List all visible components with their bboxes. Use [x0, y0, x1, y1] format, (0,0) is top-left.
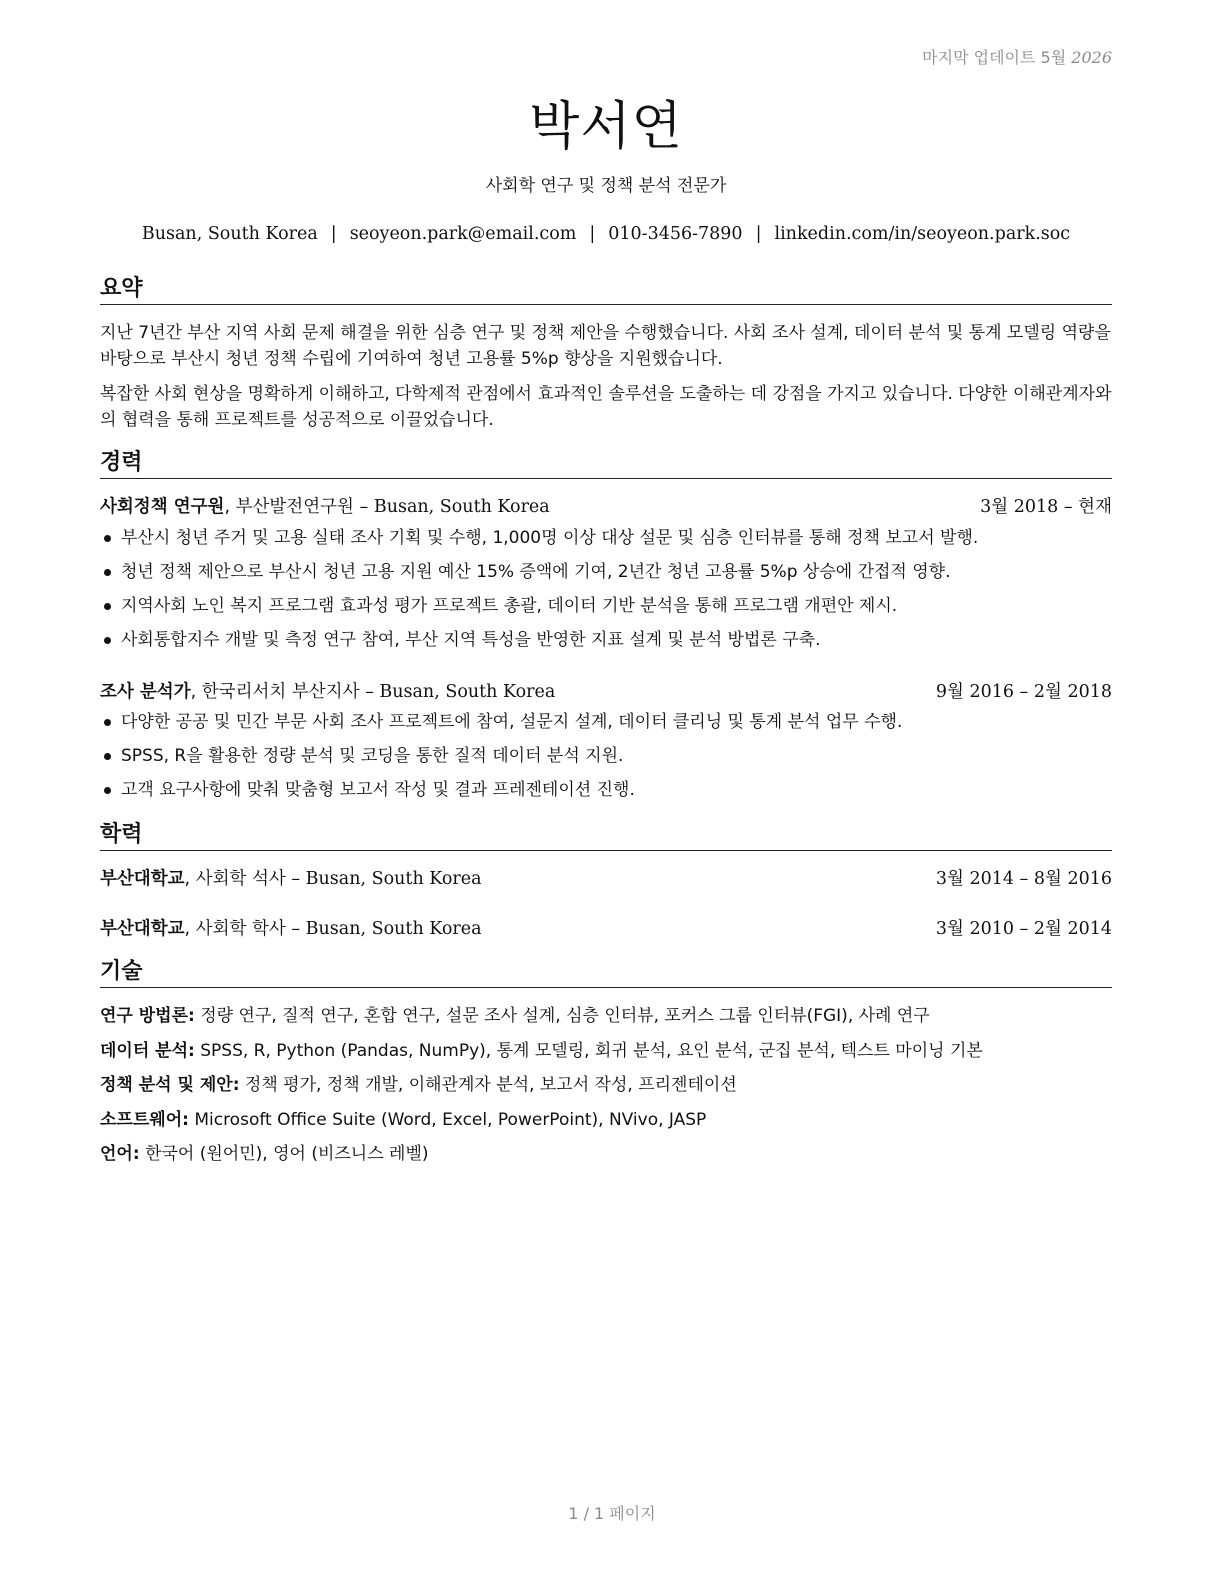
resume-page — [100, 0, 1112, 1584]
list-item: 사회통합지수 개발 및 측정 연구 참여, 부산 지역 특성을 반영한 지표 설계 및 분석 방법론 구축. — [100, 627, 1112, 661]
summary-paragraph: 지난 7년간 부산 지역 사회 문제 해결을 위한 심층 연구 및 정책 제안을 수행했습니다. 사회 조사 설계, 데이터 분석 및 통계 모델링 역량을 바탕으로 부산시 청년 정책 수립에 기여하여 청년 고용률 5%p 향상을 지원했습니다. — [100, 323, 1111, 369]
section-title-experience: 경력 — [100, 450, 1112, 479]
last-updated-label: 마지막 업데이트 — [922, 48, 1036, 67]
education-date: 3월 2014 – 8월 2016 — [935, 869, 1112, 889]
last-updated — [922, 45, 1112, 68]
list-item: 지역사회 노인 복지 프로그램 효과성 평가 프로젝트 총괄, 데이터 기반 분석을 통해 프로그램 개편안 제시. — [100, 593, 1112, 627]
list-item: 청년 정책 제안으로 부산시 청년 고용 지원 예산 15% 증액에 기여, 2년간 청년 고용률 5%p 상승에 간접적 영향. — [100, 559, 1112, 593]
section-title-education: 학력 — [100, 822, 1112, 851]
job-date: 9월 2016 – 2월 2018 — [935, 682, 1112, 702]
skill-row — [100, 1141, 1112, 1167]
job-bullets — [100, 709, 1112, 811]
skill-row — [100, 1107, 1112, 1133]
skill-label: 언어: — [100, 1144, 140, 1164]
skill-row — [100, 1038, 1112, 1064]
contact-line — [100, 224, 1112, 244]
education-location: Busan, South Korea — [305, 919, 482, 939]
education-degree: 사회학 석사 — [195, 869, 286, 889]
job-bullets — [100, 525, 1112, 661]
skill-label: 정책 분석 및 제안: — [100, 1075, 240, 1095]
list-item: 다양한 공공 및 민간 부문 사회 조사 프로젝트에 참여, 설문지 설계, 데이터 클리닝 및 통계 분석 업무 수행. — [100, 709, 1112, 743]
skill-value: 정량 연구, 질적 연구, 혼합 연구, 설문 조사 설계, 심층 인터뷰, 포커스 그룹 인터뷰(FGI), 사례 연구 — [200, 1006, 930, 1026]
skill-label: 소프트웨어: — [100, 1110, 189, 1130]
skill-value: Microsoft Office Suite (Word, Excel, PowerPoint), NVivo, JASP — [194, 1110, 707, 1130]
job-date: 3월 2018 – 현재 — [980, 497, 1112, 517]
contact-location: Busan, South Korea — [141, 224, 318, 244]
skill-value: 한국어 (원어민), 영어 (비즈니스 레벨) — [145, 1144, 429, 1164]
person-name: 박서연 — [529, 97, 683, 157]
job-header: 사회정책 연구원, 부산발전연구원 – Busan, South Korea 3월 2018 – 현재 — [100, 494, 1112, 520]
education-school: 부산대학교 — [100, 919, 185, 939]
contact-linkedin[interactable]: linkedin.com/in/seoyeon.park.soc — [774, 224, 1071, 244]
section-title-summary: 요약 — [100, 276, 1112, 305]
list-item: 고객 요구사항에 맞춰 맞춤형 보고서 작성 및 결과 프레젠테이션 진행. — [100, 777, 1112, 811]
last-updated-year: 2026 — [1071, 48, 1112, 67]
skill-value: 정책 평가, 정책 개발, 이해관계자 분석, 보고서 작성, 프리젠테이션 — [244, 1075, 737, 1095]
list-item: SPSS, R을 활용한 정량 분석 및 코딩을 통한 질적 데이터 분석 지원. — [100, 743, 1112, 777]
contact-separator: | — [755, 224, 762, 244]
job-role: 조사 분석가 — [100, 682, 191, 702]
education-degree: 사회학 학사 — [195, 919, 286, 939]
job-header: 조사 분석가, 한국리서치 부산지사 – Busan, South Korea 9월 2016 – 2월 2018 — [100, 679, 1112, 705]
education-location: Busan, South Korea — [305, 869, 482, 889]
summary-paragraph: 복잡한 사회 현상을 명확하게 이해하고, 다학제적 관점에서 효과적인 솔루션을 도출하는 데 강점을 가지고 있습니다. 다양한 이해관계자와의 협력을 통해 프로젝트를 성공적으로 이끌었습니다. — [100, 384, 1112, 430]
contact-phone[interactable]: 010-3456-7890 — [608, 224, 743, 244]
section-title-skills: 기술 — [100, 959, 1112, 988]
education-date: 3월 2010 – 2월 2014 — [935, 919, 1112, 939]
skill-label: 데이터 분석: — [100, 1041, 195, 1061]
page-number: 1 / 1 페이지 — [568, 1504, 656, 1523]
job-role: 사회정책 연구원 — [100, 497, 225, 517]
education-item: 부산대학교, 사회학 석사 – Busan, South Korea 3월 2014 – 8월 2016 — [100, 866, 1112, 892]
skill-row — [100, 1072, 1112, 1098]
job-location: Busan, South Korea — [373, 497, 550, 517]
education-school: 부산대학교 — [100, 869, 185, 889]
skill-value: SPSS, R, Python (Pandas, NumPy), 통계 모델링, 회귀 분석, 요인 분석, 군집 분석, 텍스트 마이닝 기본 — [200, 1041, 983, 1061]
headline: 사회학 연구 및 정책 분석 전문가 — [485, 176, 727, 196]
contact-email[interactable]: seoyeon.park@email.com — [349, 224, 577, 244]
skill-label: 연구 방법론: — [100, 1006, 195, 1026]
education-item: 부산대학교, 사회학 학사 – Busan, South Korea 3월 2010 – 2월 2014 — [100, 916, 1112, 942]
job-org: 한국리서치 부산지사 — [201, 682, 360, 702]
list-item: 부산시 청년 주거 및 고용 실태 조사 기획 및 수행, 1,000명 이상 대상 설문 및 심층 인터뷰를 통해 정책 보고서 발행. — [100, 525, 1112, 559]
contact-separator: | — [330, 224, 337, 244]
skill-row — [100, 1003, 1112, 1029]
contact-separator: | — [589, 224, 596, 244]
last-updated-month: 5월 — [1040, 48, 1067, 67]
job-location: Busan, South Korea — [379, 682, 556, 702]
job-org: 부산발전연구원 — [235, 497, 354, 517]
